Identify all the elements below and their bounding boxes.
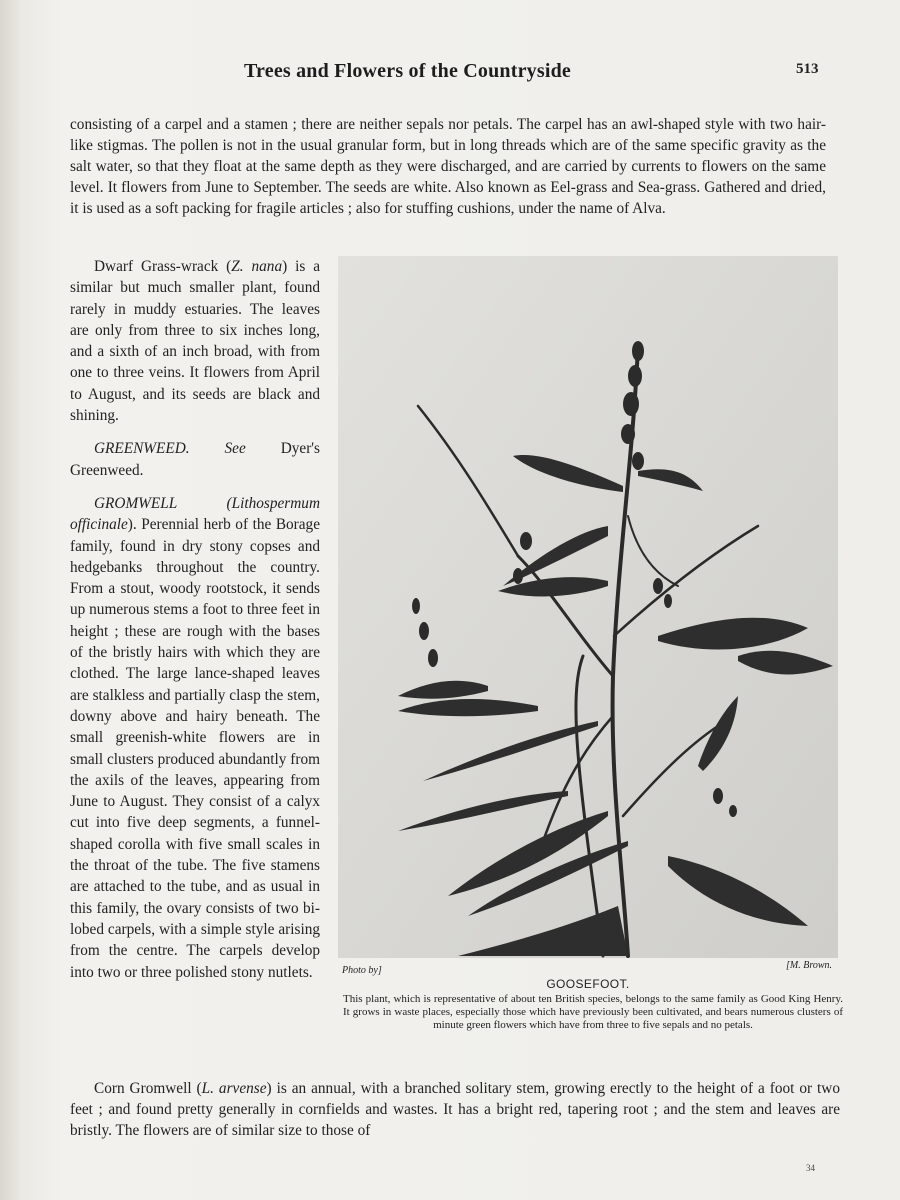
photo-credit-label: Photo by]	[342, 965, 382, 976]
top-paragraph: consisting of a carpel and a stamen ; there are neither sepals nor petals. The carpel has an awl-shaped style with two hair-like stigmas. The pollen is not in the usual granular form, but in long threads which are of the same specific gravity as the salt water, so that they float at the same depth as they were discharged, and are carried by currents to flowers on the same level. It flowers from June to September. The seeds are white. Also known as Eel-grass and Sea-grass. Gathered and dried, it is used as a soft packing for fragile articles ; also for stuffing cushions, under the name of Alva.	[70, 116, 826, 217]
greenweed-see: See	[224, 440, 246, 458]
running-head-title: Trees and Flowers of the Countryside	[244, 60, 571, 82]
gromwell-heading: GROMWELL (	[94, 494, 232, 512]
gromwell-body: ). Perennial herb of the Borage family, found in dry stony copses and hedgebanks throughout the country. From a stout, woody rootstock, it sends up numerous stems a foot to three feet in height ; these are rough with the bases of the bristly hairs with which they are clothed. The large lance-shaped leaves are stalkless and partially clasp the stem, downy above and hairy beneath. The small greenish-white flowers are in small clusters produced abundantly from the axils of the leaves, appearing from June to August. They consist of a calyx cut into five deep segments, a funnel-shaped corolla with five small scales in the throat of the tube. The five stamens are attached to the tube, and as usual in this family, the ovary consists of two bi-lobed carpels, with a simple style arising from the centre. The carpels develop into two or three polished stony nutlets.	[70, 516, 320, 981]
corn-gromwell-paragraph	[70, 1078, 840, 1141]
dwarf-latin-name: Z. nana	[231, 258, 283, 275]
page-number: 513	[796, 61, 819, 77]
corn-gromwell-lead: Corn Gromwell (	[94, 1080, 202, 1097]
goosefoot-photograph	[338, 256, 838, 958]
photographer-name: [M. Brown.	[786, 960, 833, 971]
figure-caption-title: GOOSEFOOT.	[546, 977, 630, 991]
greenweed-heading: GREENWEED.	[94, 440, 190, 458]
figure-caption-body: This plant, which is representative of about ten British species, belongs to the same family as Good King Henry. It grows in waste places, especially those which have previously been cultivated, and bears numerous clusters of minute green flowers which have from three to five sepals and no petals.	[343, 993, 843, 1031]
greenweed-body: Dyer's Greenweed.	[70, 440, 320, 479]
signature-mark: 34	[806, 1163, 815, 1173]
gromwell-latin-name: Lithospermum officinale	[70, 494, 320, 534]
dwarf-lead: Dwarf Grass-wrack (	[94, 258, 232, 275]
gromwell-entry	[70, 493, 320, 983]
corn-gromwell-latin-name: L. arvense	[201, 1080, 267, 1097]
left-column	[70, 256, 320, 983]
dwarf-grass-wrack-paragraph	[70, 256, 320, 426]
goosefoot-plant-illustration	[338, 256, 838, 958]
bottom-text	[70, 1078, 840, 1141]
greenweed-entry	[70, 438, 320, 481]
dwarf-body: ) is a similar but much smaller plant, found rarely in muddy estuaries. The leaves are only from three to six inches long, and a sixth of an inch broad, with from one to three veins. It flowers from April to August, and its seeds are black and shining.	[70, 258, 320, 425]
corn-gromwell-body: ) is an annual, with a branched solitary stem, growing erectly to the height of a foot or two feet ; and found pretty generally in cornfields and wastes. It has a bright red, tapering root ; and the stem and leaves are bristly. The flowers are of similar size to those of	[70, 1080, 840, 1139]
